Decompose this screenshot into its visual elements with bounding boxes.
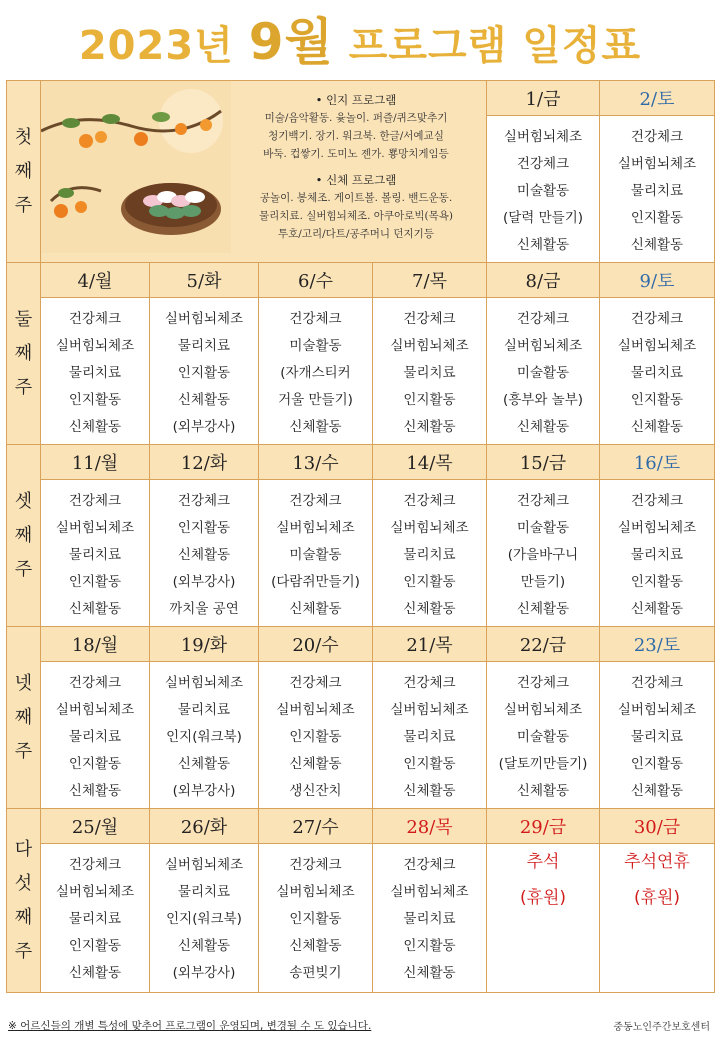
holiday-text: 추석연휴: [624, 852, 690, 872]
program-item: 건강체크: [630, 129, 684, 145]
program-item: (흥부와 놀부): [502, 392, 584, 408]
program-item: 실버힘뇌체조: [55, 520, 135, 536]
program-item: 신체활동: [630, 237, 684, 253]
day-cell: [373, 662, 487, 809]
program-item: 건강체크: [177, 493, 231, 509]
page-title: [0, 6, 720, 78]
program-item: 건강체크: [68, 675, 122, 691]
day-date: 9/토: [600, 263, 715, 298]
day-date: 16/토: [600, 445, 715, 480]
program-item: 송편빚기: [289, 965, 342, 981]
day-cell: [487, 662, 600, 809]
program-item: 신체활동: [630, 419, 684, 435]
day-items: [150, 298, 258, 441]
program-item: 신체활동: [403, 965, 456, 981]
program-item: 인지활동: [630, 392, 684, 408]
program-item: (외부강사): [172, 783, 236, 799]
program-item: 신체활동: [289, 756, 342, 772]
cognitive-line: 미술/음악활동. 윷놀이. 퍼즐/퀴즈맞추기: [264, 112, 448, 124]
physical-line: 물리치료. 실버힘뇌체조. 아쿠아로빅(목욕): [259, 210, 453, 222]
day-items: [41, 662, 149, 805]
program-item: 신체활동: [177, 392, 231, 408]
program-item: 물리치료: [630, 183, 684, 199]
week-body-row: [7, 298, 715, 445]
program-item: 건강체크: [68, 311, 122, 327]
day-date: 6/수: [259, 263, 373, 298]
day-date: 4/월: [41, 263, 150, 298]
program-item: 물리치료: [68, 365, 122, 381]
cognitive-line: 청기백기. 장기. 워크북. 한글/서예교실: [268, 130, 444, 142]
week-label-char: 넷: [14, 672, 33, 694]
program-item: 건강체크: [630, 311, 684, 327]
program-item: 신체활동: [403, 783, 456, 799]
program-item: 물리치료: [630, 547, 684, 563]
week-label-char: 섯: [14, 872, 33, 894]
day-date: 27/수: [259, 809, 373, 844]
program-item: 신체활동: [177, 756, 231, 772]
program-item: 실버힘뇌체조: [390, 702, 469, 718]
physical-line: 투호/고리/다트/공주머니 던지기등: [278, 228, 434, 240]
day-date: 28/목: [373, 809, 487, 844]
bullet-icon: •: [315, 93, 327, 107]
program-item: 신체활동: [516, 419, 570, 435]
day-date: 14/목: [373, 445, 487, 480]
day-items: [600, 298, 714, 441]
program-item: (달토끼만들기): [498, 756, 588, 772]
program-item: 실버힘뇌체조: [617, 702, 697, 718]
day-date: 12/화: [150, 445, 259, 480]
day-items: [487, 662, 599, 805]
intro-text: [231, 91, 481, 243]
persimmon-illustration: [41, 81, 231, 253]
program-item: 건강체크: [516, 675, 570, 691]
program-item: 인지활동: [630, 574, 684, 590]
program-item: (외부강사): [172, 965, 236, 981]
day-date: 25/월: [41, 809, 150, 844]
day-cell: [373, 298, 487, 445]
title-month: 9월: [248, 13, 334, 71]
day-items: [600, 116, 714, 259]
program-item: (달력 만들기): [502, 210, 584, 226]
title-rest: 프로그램 일정표: [348, 23, 642, 69]
program-item: 인지활동: [68, 756, 122, 772]
week-body-row: [7, 480, 715, 627]
program-item: 실버힘뇌체조: [503, 702, 583, 718]
week-header-row: [7, 445, 715, 480]
week-label-char: 째: [14, 906, 33, 928]
program-item: 건강체크: [516, 156, 570, 172]
program-item: 건강체크: [289, 675, 342, 691]
day-items: [373, 844, 486, 987]
day-date: 30/금: [600, 809, 715, 844]
week-header-row: [7, 809, 715, 844]
day-cell: [259, 480, 373, 627]
program-item: 건강체크: [68, 857, 122, 873]
program-item: 인지활동: [289, 911, 342, 927]
program-item: 미술활동: [289, 338, 342, 354]
program-item: 실버힘뇌체조: [276, 702, 355, 718]
holiday-text: 추석: [526, 852, 560, 872]
program-item: 인지활동: [403, 574, 456, 590]
program-item: 신체활동: [289, 419, 342, 435]
day-items: [600, 662, 714, 805]
program-item: 신체활동: [630, 601, 684, 617]
day-date: 8/금: [487, 263, 600, 298]
program-item: 신체활동: [177, 547, 231, 563]
day-cell: [487, 116, 600, 263]
day-cell: [150, 480, 259, 627]
title-year: 2023년: [78, 23, 234, 69]
program-item: 실버힘뇌체조: [276, 520, 355, 536]
program-item: 건강체크: [516, 311, 570, 327]
program-item: 신체활동: [177, 938, 231, 954]
program-item: 거울 만들기): [278, 392, 353, 408]
program-item: 신체활동: [289, 938, 342, 954]
program-item: 실버힘뇌체조: [164, 857, 244, 873]
day-cell: [259, 844, 373, 993]
program-item: 실버힘뇌체조: [164, 675, 244, 691]
program-item: 실버힘뇌체조: [617, 520, 697, 536]
program-item: 미술활동: [516, 729, 570, 745]
footer-note: ※ 어르신들의 개별 특성에 맞추어 프로그램이 운영되며, 변경될 수 도 있습니다.: [8, 1020, 372, 1032]
schedule-table: [6, 80, 715, 993]
day-date: 29/금: [487, 809, 600, 844]
day-date: 11/월: [41, 445, 150, 480]
program-item: 신체활동: [516, 601, 570, 617]
program-item: 물리치료: [630, 365, 684, 381]
program-item: 신체활동: [68, 783, 122, 799]
spacer: [231, 163, 481, 171]
week-label-char: 주: [14, 558, 33, 580]
program-item: 물리치료: [177, 702, 231, 718]
week-header-row: [7, 627, 715, 662]
program-item: 인지(워크북): [166, 729, 242, 745]
day-date: 15/금: [487, 445, 600, 480]
program-item: 신체활동: [68, 419, 122, 435]
day-items: [600, 480, 714, 623]
physical-title-text: 신체 프로그램: [326, 173, 397, 187]
program-item: 실버힘뇌체조: [390, 338, 469, 354]
week-label-char: 다: [14, 838, 33, 860]
program-item: 실버힘뇌체조: [55, 702, 135, 718]
program-item: 만들기): [520, 574, 566, 590]
program-item: 미술활동: [516, 520, 570, 536]
physical-title: [231, 171, 481, 189]
cognitive-line: 바둑. 컵쌓기. 도미노 젠가. 뿅망치게임등: [263, 148, 449, 160]
day-items: [487, 116, 599, 259]
program-item: 물리치료: [177, 884, 231, 900]
day-date: 23/토: [600, 627, 715, 662]
program-item: 실버힘뇌체조: [276, 884, 355, 900]
day-cell: [41, 480, 150, 627]
program-item: 실버힘뇌체조: [503, 338, 583, 354]
day-cell: [600, 662, 715, 809]
program-item: 물리치료: [403, 365, 456, 381]
day-items: [150, 844, 258, 987]
program-item: 인지활동: [403, 756, 456, 772]
day-date: 5/화: [150, 263, 259, 298]
program-item: 인지활동: [289, 729, 342, 745]
day-items: [259, 662, 372, 805]
week-header-row: [7, 263, 715, 298]
week-label-char: 째: [14, 524, 33, 546]
day-cell: [259, 298, 373, 445]
day-date: 18/월: [41, 627, 150, 662]
program-item: 미술활동: [516, 183, 570, 199]
week-label: [7, 627, 41, 809]
program-item: 인지활동: [68, 392, 122, 408]
program-item: 건강체크: [289, 493, 342, 509]
day-date: 2/토: [600, 81, 715, 116]
week-body-row: [7, 662, 715, 809]
day-items: [41, 480, 149, 623]
day-cell: [150, 844, 259, 993]
program-item: 인지활동: [403, 938, 456, 954]
holiday-text: (휴원): [519, 888, 567, 908]
day-items: [259, 298, 372, 441]
day-items: [41, 298, 149, 441]
week-label-char: 주: [14, 376, 33, 398]
program-item: (외부강사): [172, 419, 236, 435]
day-date: 1/금: [487, 81, 600, 116]
program-item: 건강체크: [403, 493, 456, 509]
program-intro: [41, 81, 487, 263]
day-date: 19/화: [150, 627, 259, 662]
program-item: 건강체크: [403, 675, 456, 691]
program-item: 미술활동: [289, 547, 342, 563]
program-item: 실버힘뇌체조: [55, 338, 135, 354]
program-item: 까치울 공연: [169, 601, 239, 617]
day-cell: [373, 844, 487, 993]
program-item: 신체활동: [68, 965, 122, 981]
program-item: 실버힘뇌체조: [503, 129, 583, 145]
bullet-icon: •: [315, 173, 327, 187]
program-item: 건강체크: [403, 311, 456, 327]
program-item: 인지활동: [68, 938, 122, 954]
program-item: 생신잔치: [289, 783, 342, 799]
day-cell: [41, 298, 150, 445]
day-cell: [600, 116, 715, 263]
program-item: 건강체크: [516, 493, 570, 509]
program-item: (자개스티커: [280, 365, 351, 381]
week-label: [7, 81, 41, 263]
day-cell: [487, 298, 600, 445]
day-cell: [150, 298, 259, 445]
day-cell: [600, 480, 715, 627]
day-items: [373, 480, 486, 623]
day-date: 13/수: [259, 445, 373, 480]
day-cell: [41, 662, 150, 809]
program-item: 인지활동: [403, 392, 456, 408]
week-label: [7, 809, 41, 993]
day-cell: [150, 662, 259, 809]
physical-line: 공놀이. 봉체조. 게이트볼. 볼링. 밴드운동.: [259, 192, 453, 204]
week-label-char: 첫: [14, 126, 33, 148]
cognitive-title: [231, 91, 481, 109]
holiday-text: (휴원): [633, 888, 681, 908]
program-item: 신체활동: [516, 237, 570, 253]
program-item: 인지활동: [68, 574, 122, 590]
day-date: 7/목: [373, 263, 487, 298]
program-item: (외부강사): [172, 574, 236, 590]
program-item: 실버힘뇌체조: [617, 338, 697, 354]
day-items: [259, 480, 372, 623]
holiday-cell: [600, 844, 715, 993]
program-item: 물리치료: [403, 729, 456, 745]
program-item: 실버힘뇌체조: [390, 520, 469, 536]
day-items: [487, 480, 599, 623]
program-item: 물리치료: [403, 547, 456, 563]
week-body-row: [7, 844, 715, 993]
week-label-char: 둘: [14, 308, 33, 330]
center-name: 중동노인주간보호센터: [613, 1022, 710, 1033]
week-label-char: 째: [14, 706, 33, 728]
program-item: 실버힘뇌체조: [55, 884, 135, 900]
program-item: 신체활동: [68, 601, 122, 617]
day-cell: [259, 662, 373, 809]
week-label-char: 주: [14, 740, 33, 762]
week-label-char: 셋: [14, 490, 33, 512]
program-item: 물리치료: [68, 911, 122, 927]
day-items: [373, 662, 486, 805]
program-item: 실버힘뇌체조: [390, 884, 469, 900]
program-item: 인지활동: [177, 520, 231, 536]
program-item: 물리치료: [177, 338, 231, 354]
day-date: 21/목: [373, 627, 487, 662]
program-item: 인지활동: [630, 210, 684, 226]
day-date: 20/수: [259, 627, 373, 662]
program-item: (다람쥐만들기): [271, 574, 360, 590]
program-item: 물리치료: [68, 547, 122, 563]
day-date: 26/화: [150, 809, 259, 844]
program-item: 건강체크: [68, 493, 122, 509]
day-date: 22/금: [487, 627, 600, 662]
program-item: 물리치료: [68, 729, 122, 745]
day-items: [150, 662, 258, 805]
program-item: 신체활동: [289, 601, 342, 617]
day-items: [259, 844, 372, 987]
program-item: 인지(워크북): [166, 911, 242, 927]
program-item: (가을바구니: [507, 547, 579, 563]
week-label-char: 째: [14, 342, 33, 364]
program-item: 건강체크: [630, 493, 684, 509]
day-items: [41, 844, 149, 987]
cognitive-title-text: 인지 프로그램: [326, 93, 397, 107]
week-label-char: 주: [14, 194, 33, 216]
program-item: 신체활동: [630, 783, 684, 799]
program-item: 실버힘뇌체조: [164, 311, 244, 327]
day-items: [373, 298, 486, 441]
program-item: 물리치료: [403, 911, 456, 927]
program-item: 신체활동: [516, 783, 570, 799]
program-item: 실버힘뇌체조: [617, 156, 697, 172]
week-label-char: 주: [14, 940, 33, 962]
week-label: [7, 263, 41, 445]
program-item: 미술활동: [516, 365, 570, 381]
program-item: 신체활동: [403, 419, 456, 435]
day-cell: [600, 298, 715, 445]
program-item: 물리치료: [630, 729, 684, 745]
week-header-row: [7, 81, 715, 116]
week-label: [7, 445, 41, 627]
program-item: 인지활동: [177, 365, 231, 381]
program-item: 건강체크: [289, 311, 342, 327]
program-item: 인지활동: [630, 756, 684, 772]
week-label-char: 째: [14, 160, 33, 182]
program-item: 신체활동: [403, 601, 456, 617]
day-cell: [373, 480, 487, 627]
program-item: 건강체크: [630, 675, 684, 691]
holiday-cell: [487, 844, 600, 993]
program-item: 건강체크: [403, 857, 456, 873]
day-cell: [41, 844, 150, 993]
day-items: [150, 480, 258, 623]
program-item: 건강체크: [289, 857, 342, 873]
day-items: [487, 298, 599, 441]
day-cell: [487, 480, 600, 627]
